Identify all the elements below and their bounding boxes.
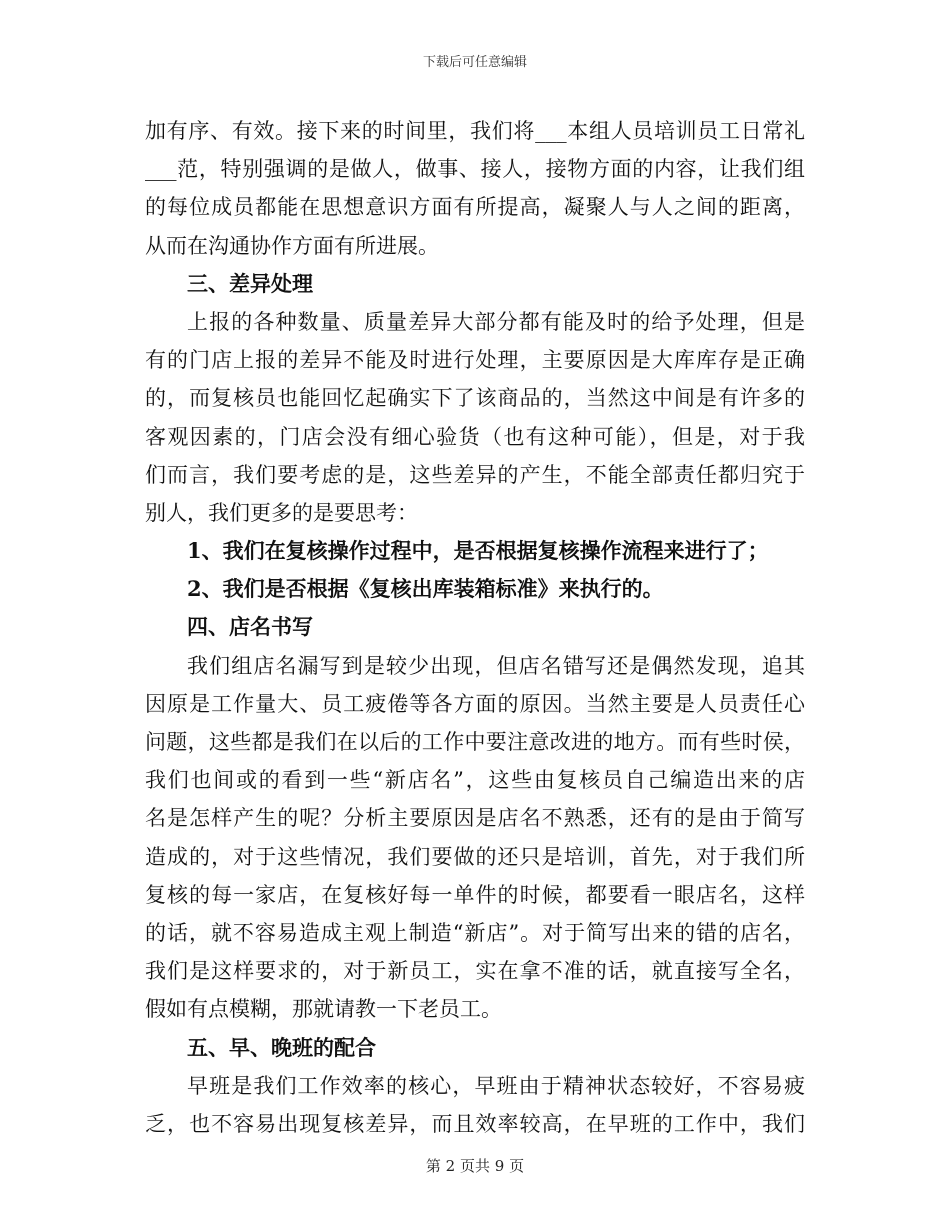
- text-line: 我们组店名漏写到是较少出现，但店名错写还是偶然发现，追其: [187, 653, 805, 678]
- text-line: 问题，这些都是我们在以后的工作中要注意改进的地方。而有些时侯，: [145, 730, 805, 754]
- text-line: 的每位成员都能在思想意识方面有所提高，凝聚人与人之间的距离，: [145, 195, 805, 220]
- text-line: 别人，我们更多的是要思考：: [145, 500, 418, 525]
- section-heading: 三、差异处理: [187, 270, 313, 296]
- section-heading: 五、早、晚班的配合: [187, 1034, 376, 1060]
- text-line: 从而在沟通协作方面有所进展。: [145, 233, 439, 258]
- text-line: 因原是工作量大、员工疲倦等各方面的原因。当然主要是人员责任心: [145, 691, 805, 716]
- text-line: 我们是这样要求的，对于新员工，实在拿不准的话，就直接写全名，: [145, 959, 805, 984]
- text-line: 我们也间或的看到一些“新店名”，这些由复核员自己编造出来的店: [145, 768, 805, 793]
- text-line: ___范，特别强调的是做人，做事、接人，接物方面的内容，让我们组: [145, 157, 805, 182]
- text-line: 的话，就不容易造成主观上制造“新店”。对于简写出来的错的店名，: [145, 920, 805, 945]
- text-line: 乏，也不容易出现复核差异，而且效率较高，在早班的工作中，我们: [145, 1111, 805, 1136]
- section-heading: 2、我们是否根据《复核出库装箱标准》来执行的。: [187, 576, 664, 602]
- text-line: 客观因素的，门店会没有细心验货（也有这种可能），但是，对于我: [145, 424, 805, 449]
- text-line: 假如有点模糊，那就请教一下老员工。: [145, 997, 502, 1022]
- page-header: 下载后可任意编辑: [422, 55, 527, 70]
- text-line: 有的门店上报的差异不能及时进行处理，主要原因是大库库存是正确: [145, 348, 805, 373]
- section-heading: 四、店名书写: [187, 614, 313, 640]
- text-line: 们而言，我们要考虑的是，这些差异的产生，不能全部责任都归究于: [145, 462, 805, 487]
- page-footer: 第 2 页共 9 页: [425, 1157, 525, 1175]
- text-line: 早班是我们工作效率的核心，早班由于精神状态较好，不容易疲: [187, 1073, 805, 1098]
- text-line: 名是怎样产生的呢？分析主要原因是店名不熟悉，还有的是由于简写: [145, 806, 805, 831]
- text-line: 的，而复核员也能回忆起确实下了该商品的，当然这中间是有许多的: [145, 386, 805, 411]
- text-line: 加有序、有效。接下来的时间里，我们将___本组人员培训员工日常礼: [145, 119, 805, 143]
- document-body: [145, 112, 805, 1143]
- text-line: 复核的每一家店，在复核好每一单件的时候，都要看一眼店名，这样: [145, 882, 805, 907]
- section-heading: 1、我们在复核操作过程中，是否根据复核操作流程来进行了；: [187, 538, 769, 564]
- text-line: 造成的，对于这些情况，我们要做的还只是培训，首先，对于我们所: [145, 844, 805, 869]
- text-line: 上报的各种数量、质量差异大部分都有能及时的给予处理，但是: [187, 309, 805, 334]
